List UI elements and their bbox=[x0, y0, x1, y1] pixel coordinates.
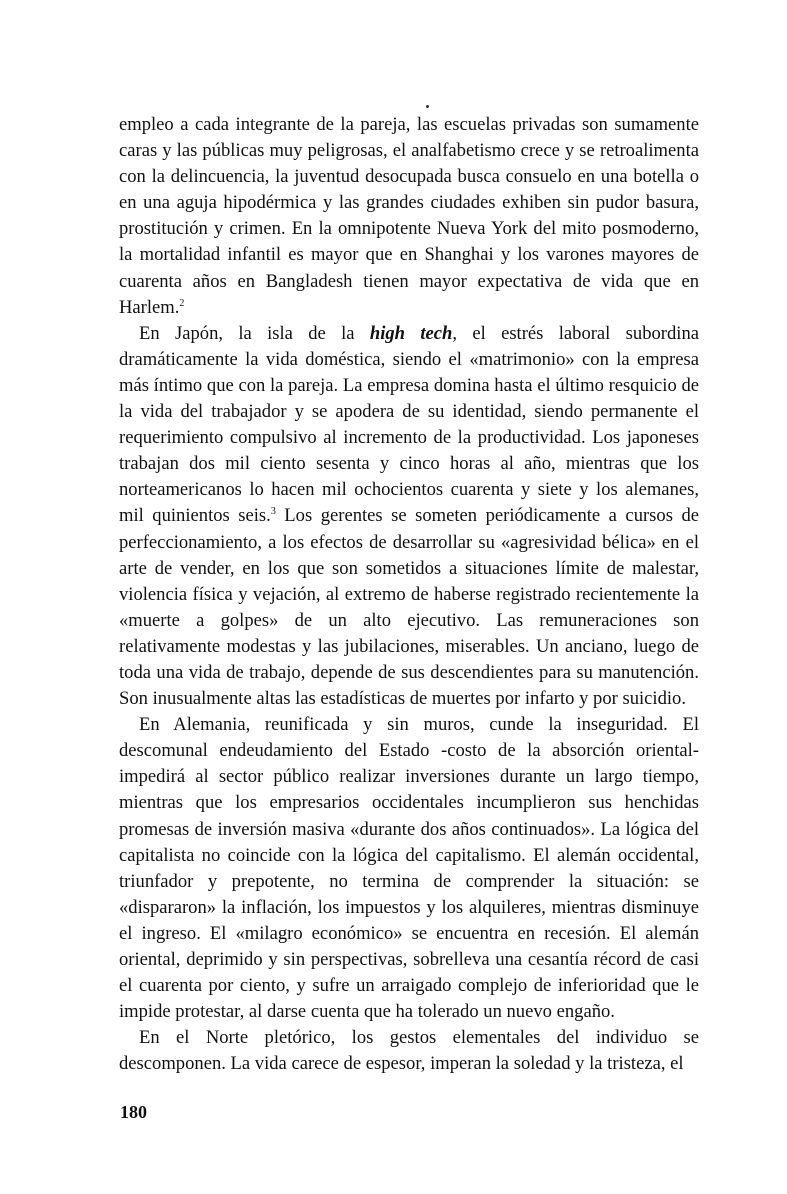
text-run: , el estrés laboral subordina dramáticamente la vida doméstica, siendo el «matrimonio» con la empresa más íntimo que con la pareja. La empresa domina hasta el último resquicio de la vida del trabajador y se apodera de su identidad, siendo permanente el requerimiento compulsivo al incremento de la productividad. Los japoneses trabajan dos mil ciento sesenta y cinco horas al año, mientras que los norteamericanos lo hacen mil ochocientos cuarenta y siete y los alemanes, mil quinientos seis. bbox=[119, 322, 700, 527]
footnote-ref-2: 2 bbox=[179, 297, 185, 309]
text-run: En Alemania, reunificada y sin muros, cunde la inseguridad. El descomunal endeudamiento del Estado -costo de la absorción oriental- impedirá al sector público realizar inversiones durante un largo tiempo, mientras que los empresarios occidentales incumplieron sus henchidas promesas de inversión masiva «durante dos años continuados». La lógica del capitalista no coincide con la lógica del capitalismo. El alemán occidental, triunfador y prepotente, no termina de comprender la situación: se «dispararon» la inflación, los impuestos y los alquileres, mientras disminuye el ingreso. El «milagro económico» se encuentra en recesión. El alemán oriental, deprimido y sin perspectivas, sobrelleva una cesantía récord de casi el cuarenta por ciento, y sufre un arraigado complejo de inferioridad que le impide protestar, al darse cuenta que ha tolerado un nuevo engaño. bbox=[119, 714, 699, 1023]
body-text bbox=[119, 112, 699, 1077]
text-run: En el Norte pletórico, los gestos elementales del individuo se descomponen. La vida carece de espesor, imperan la soledad y la tristeza, el bbox=[119, 1027, 699, 1075]
text-run: En Japón, la isla de la bbox=[139, 322, 370, 344]
page-number: 180 bbox=[120, 1102, 147, 1122]
text-run: Los gerentes se someten periódicamente a cursos de perfeccionamiento, a los efectos de desarrollar su «agresividad bélica» en el arte de vender, en los que son sometidos a situaciones límite de malestar, violencia física y vejación, al extremo de haberse registrado recientemente la «muerte a golpes» de un alto ejecutivo. Las remuneraciones son relativamente modestas y las jubilaciones, miserables. Un anciano, luego de toda una vida de trabajo, depende de sus descendientes para su manutención. Son inusualmente altas las estadísticas de muertes por infarto y por suicidio. bbox=[119, 505, 699, 710]
paragraph-1 bbox=[119, 112, 699, 321]
paragraph-2 bbox=[119, 321, 699, 712]
footnote-ref-3: 3 bbox=[270, 506, 276, 518]
emphasized-term: high tech bbox=[369, 322, 453, 344]
stray-mark bbox=[426, 105, 429, 108]
text-run: empleo a cada integrante de la pareja, las escuelas privadas son sumamente caras y las públicas muy peligrosas, el analfabetismo crece y se retroalimenta con la delincuencia, la juventud desocupada busca consuelo en una botella o en una aguja hipodérmica y las grandes ciudades exhiben sin pudor basura, prostitución y crimen. En la omnipotente Nueva York del mito posmoderno, la mortalidad infantil es mayor que en Shanghai y los varones mayores de cuarenta años en Bangladesh tienen mayor expectativa de vida que en Harlem. bbox=[119, 114, 699, 318]
paragraph-4 bbox=[119, 1025, 699, 1077]
paragraph-3 bbox=[119, 712, 699, 1025]
